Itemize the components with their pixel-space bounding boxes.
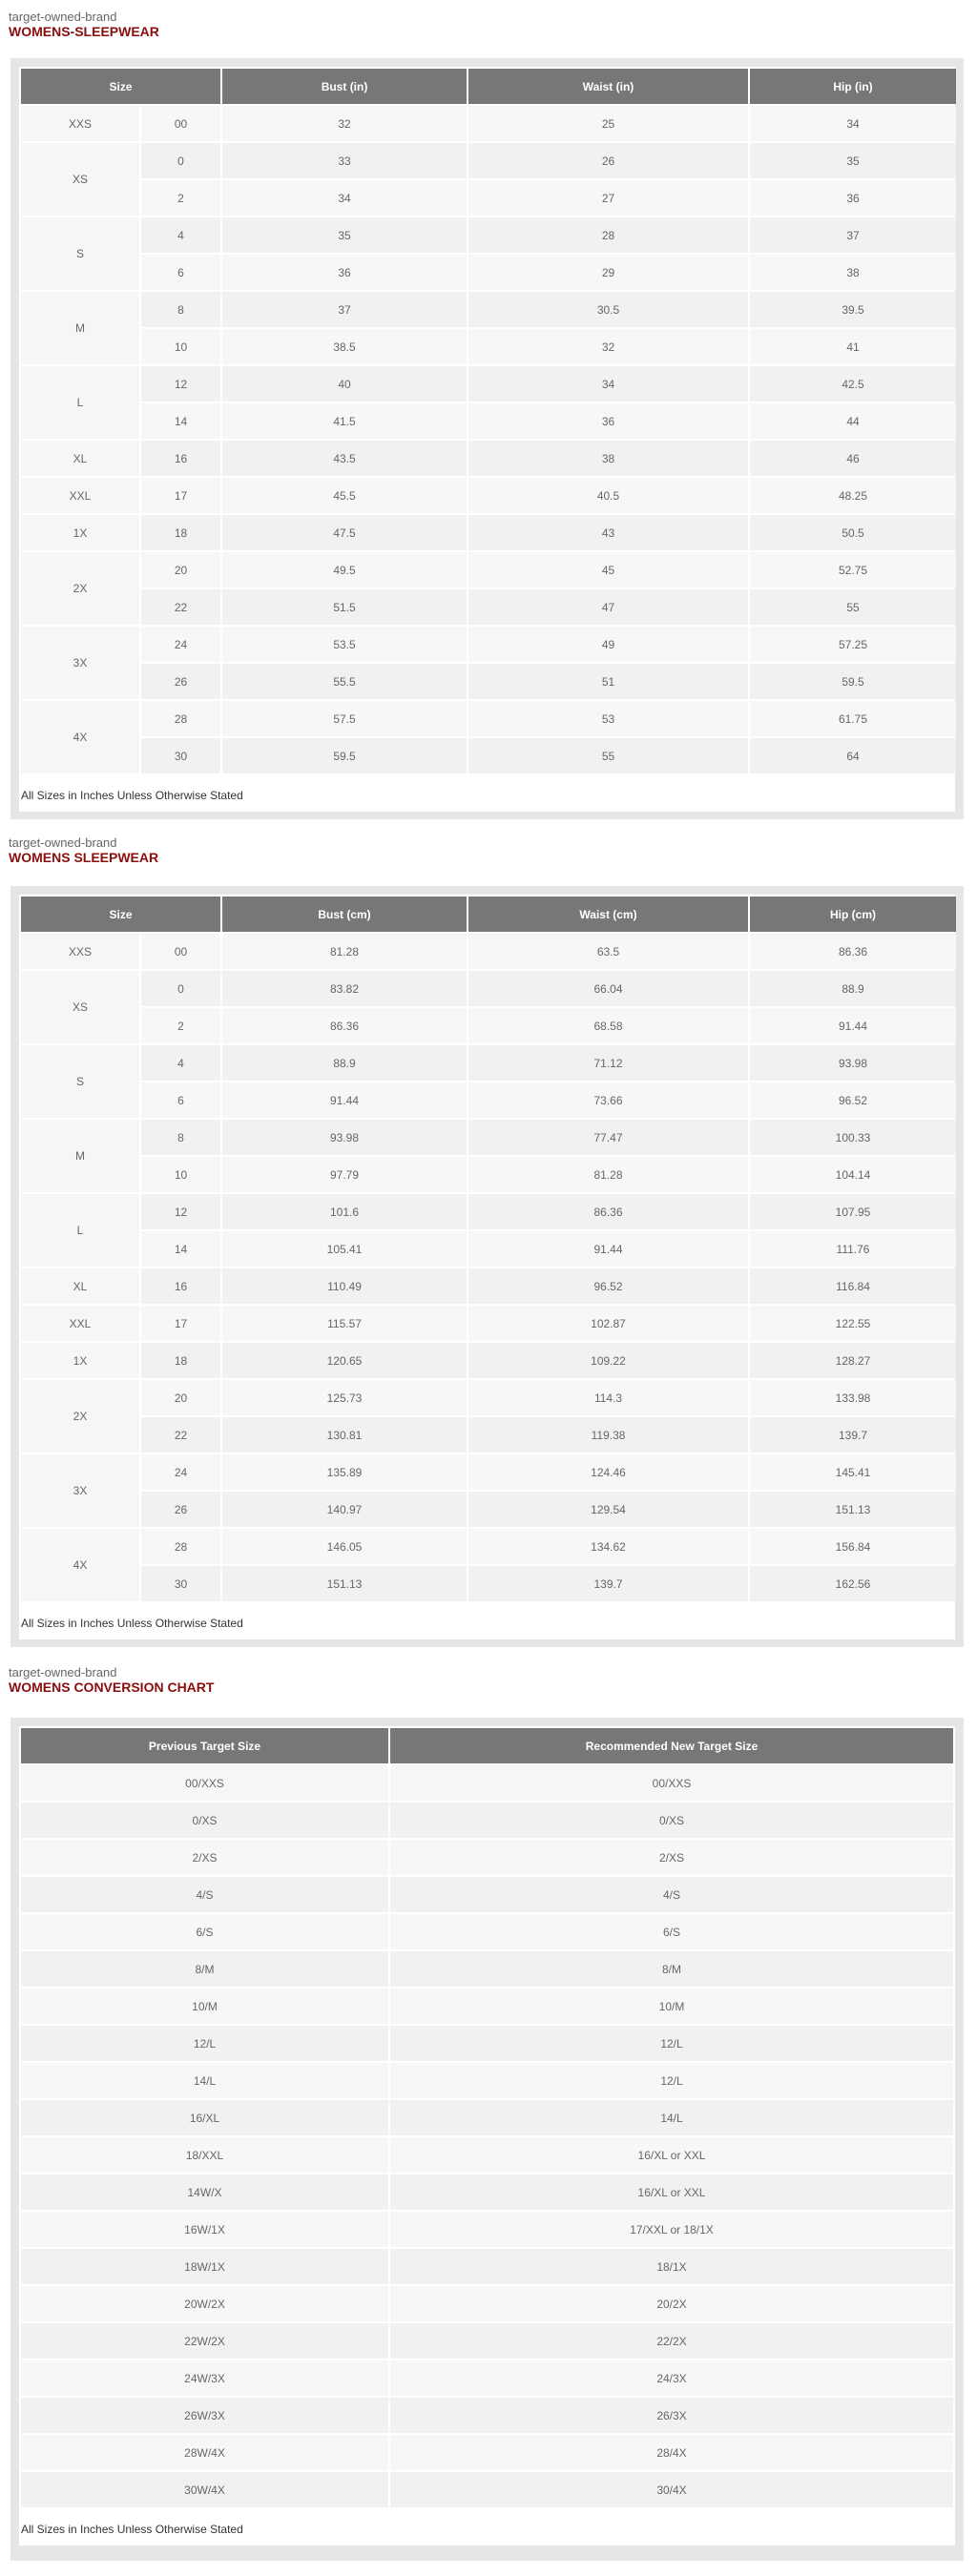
table-row	[21, 1765, 953, 1801]
waist-cell: 26	[468, 143, 748, 178]
hip-cell: 145.41	[750, 1454, 956, 1490]
numeric-size-cell: 30	[141, 738, 220, 773]
size-label-cell: M	[21, 1120, 139, 1192]
numeric-size-cell: 24	[141, 1454, 220, 1490]
bust-cell: 35	[222, 217, 467, 253]
bust-cell: 93.98	[222, 1120, 467, 1155]
waist-cell: 49	[468, 627, 748, 662]
numeric-size-cell: 16	[141, 441, 220, 476]
table-body	[21, 1765, 953, 2507]
size-table	[19, 67, 958, 775]
bust-cell: 40	[222, 366, 467, 402]
waist-cell: 63.5	[468, 934, 748, 969]
numeric-size-cell: 00	[141, 106, 220, 141]
bust-cell: 49.5	[222, 552, 467, 587]
table-row	[21, 1951, 953, 1987]
bust-cell: 38.5	[222, 329, 467, 364]
table-row	[21, 2398, 953, 2433]
hip-cell: 156.84	[750, 1529, 956, 1564]
table-row	[21, 627, 956, 662]
size-label-cell: M	[21, 292, 139, 364]
table-row	[21, 2174, 953, 2210]
previous-size-cell: 0/XS	[21, 1803, 388, 1838]
chart-title: WOMENS SLEEPWEAR	[9, 850, 159, 865]
bust-cell: 47.5	[222, 515, 467, 550]
size-label-cell: 4X	[21, 1529, 139, 1601]
table-row	[21, 1840, 953, 1875]
table-row	[21, 292, 956, 327]
numeric-size-cell: 18	[141, 515, 220, 550]
bust-cell: 83.82	[222, 971, 467, 1006]
hip-cell: 48.25	[750, 478, 956, 513]
table-row	[21, 1194, 956, 1229]
conversion-chart	[0, 1665, 977, 1696]
table-row	[21, 1914, 953, 1949]
table-row	[21, 1529, 956, 1564]
table-row	[21, 1157, 956, 1192]
size-label-cell: 2X	[21, 552, 139, 625]
hip-cell: 104.14	[750, 1157, 956, 1192]
previous-size-cell: 24W/3X	[21, 2360, 388, 2396]
header-size: Size	[21, 69, 220, 104]
hip-cell: 55	[750, 589, 956, 625]
previous-size-cell: 6/S	[21, 1914, 388, 1949]
table-row	[21, 1803, 953, 1838]
hip-cell: 111.76	[750, 1231, 956, 1267]
recommended-size-cell: 20/2X	[390, 2286, 953, 2321]
numeric-size-cell: 12	[141, 1194, 220, 1229]
hip-cell: 41	[750, 329, 956, 364]
numeric-size-cell: 20	[141, 1380, 220, 1415]
numeric-size-cell: 17	[141, 1306, 220, 1341]
previous-size-cell: 22W/2X	[21, 2323, 388, 2359]
bust-cell: 53.5	[222, 627, 467, 662]
table-row	[21, 441, 956, 476]
bust-cell: 135.89	[222, 1454, 467, 1490]
bust-cell: 115.57	[222, 1306, 467, 1341]
numeric-size-cell: 2	[141, 1008, 220, 1043]
size-label-cell: XL	[21, 1268, 139, 1304]
table-row	[21, 1380, 956, 1415]
hip-cell: 100.33	[750, 1120, 956, 1155]
table-row	[21, 2323, 953, 2359]
waist-cell: 45	[468, 552, 748, 587]
numeric-size-cell: 6	[141, 255, 220, 290]
hip-cell: 44	[750, 403, 956, 439]
header-recommended-size: Recommended New Target Size	[390, 1728, 953, 1763]
hip-cell: 91.44	[750, 1008, 956, 1043]
size-chart-cm-frame	[10, 886, 964, 1647]
conversion-table	[19, 1726, 955, 2509]
numeric-size-cell: 10	[141, 1157, 220, 1192]
recommended-size-cell: 8/M	[390, 1951, 953, 1987]
table-row	[21, 589, 956, 625]
table-row	[21, 2026, 953, 2061]
hip-cell: 86.36	[750, 934, 956, 969]
header-bust: Bust (cm)	[222, 896, 467, 932]
hip-cell: 57.25	[750, 627, 956, 662]
bust-cell: 151.13	[222, 1566, 467, 1601]
bust-cell: 101.6	[222, 1194, 467, 1229]
table-row	[21, 1343, 956, 1378]
numeric-size-cell: 28	[141, 701, 220, 736]
hip-cell: 139.7	[750, 1417, 956, 1453]
table-row	[21, 1454, 956, 1490]
hip-cell: 46	[750, 441, 956, 476]
hip-cell: 122.55	[750, 1306, 956, 1341]
numeric-size-cell: 14	[141, 1231, 220, 1267]
size-label-cell: 3X	[21, 627, 139, 699]
hip-cell: 96.52	[750, 1082, 956, 1118]
table-row	[21, 1045, 956, 1081]
hip-cell: 88.9	[750, 971, 956, 1006]
waist-cell: 36	[468, 403, 748, 439]
table-row	[21, 1082, 956, 1118]
previous-size-cell: 10/M	[21, 1989, 388, 2024]
size-chart-cm	[0, 835, 977, 866]
size-label-cell: XXL	[21, 478, 139, 513]
waist-cell: 109.22	[468, 1343, 748, 1378]
size-label-cell: 2X	[21, 1380, 139, 1453]
table-row	[21, 1306, 956, 1341]
waist-cell: 86.36	[468, 1194, 748, 1229]
table-row	[21, 106, 956, 141]
recommended-size-cell: 28/4X	[390, 2435, 953, 2470]
recommended-size-cell: 18/1X	[390, 2249, 953, 2284]
recommended-size-cell: 0/XS	[390, 1803, 953, 1838]
size-label-cell: XXS	[21, 934, 139, 969]
footnote: All Sizes in Inches Unless Otherwise Stated	[19, 775, 955, 812]
waist-cell: 66.04	[468, 971, 748, 1006]
size-label-cell: 1X	[21, 1343, 139, 1378]
numeric-size-cell: 28	[141, 1529, 220, 1564]
waist-cell: 77.47	[468, 1120, 748, 1155]
table-row	[21, 143, 956, 178]
table-row	[21, 2435, 953, 2470]
numeric-size-cell: 14	[141, 403, 220, 439]
numeric-size-cell: 4	[141, 217, 220, 253]
hip-cell: 39.5	[750, 292, 956, 327]
size-label-cell: 4X	[21, 701, 139, 773]
numeric-size-cell: 16	[141, 1268, 220, 1304]
previous-size-cell: 18W/1X	[21, 2249, 388, 2284]
recommended-size-cell: 2/XS	[390, 1840, 953, 1875]
size-label-cell: S	[21, 1045, 139, 1118]
size-label-cell: XXL	[21, 1306, 139, 1341]
table-row	[21, 934, 956, 969]
header-bust: Bust (in)	[222, 69, 467, 104]
table-row	[21, 1417, 956, 1453]
table-body	[21, 106, 956, 773]
size-label-cell: S	[21, 217, 139, 290]
table-row	[21, 403, 956, 439]
table-row	[21, 2137, 953, 2173]
recommended-size-cell: 26/3X	[390, 2398, 953, 2433]
waist-cell: 51	[468, 664, 748, 699]
chart-title: WOMENS-SLEEPWEAR	[9, 24, 159, 39]
bust-cell: 57.5	[222, 701, 467, 736]
waist-cell: 29	[468, 255, 748, 290]
size-table	[19, 895, 958, 1603]
bust-cell: 33	[222, 143, 467, 178]
numeric-size-cell: 26	[141, 664, 220, 699]
table-row	[21, 255, 956, 290]
footnote: All Sizes in Inches Unless Otherwise Stated	[19, 2509, 955, 2545]
size-label-cell: XS	[21, 143, 139, 216]
previous-size-cell: 8/M	[21, 1951, 388, 1987]
bust-cell: 45.5	[222, 478, 467, 513]
conversion-table-container	[19, 1726, 955, 2545]
bust-cell: 59.5	[222, 738, 467, 773]
header-hip: Hip (in)	[750, 69, 956, 104]
numeric-size-cell: 18	[141, 1343, 220, 1378]
bust-cell: 110.49	[222, 1268, 467, 1304]
numeric-size-cell: 22	[141, 1417, 220, 1453]
hip-cell: 61.75	[750, 701, 956, 736]
brand-label: target-owned-brand	[9, 10, 117, 24]
previous-size-cell: 28W/4X	[21, 2435, 388, 2470]
header-hip: Hip (cm)	[750, 896, 956, 932]
table-row	[21, 2360, 953, 2396]
bust-cell: 43.5	[222, 441, 467, 476]
recommended-size-cell: 10/M	[390, 1989, 953, 2024]
previous-size-cell: 4/S	[21, 1877, 388, 1912]
table-row	[21, 366, 956, 402]
waist-cell: 32	[468, 329, 748, 364]
header-waist: Waist (cm)	[468, 896, 748, 932]
numeric-size-cell: 4	[141, 1045, 220, 1081]
brand-label: target-owned-brand	[9, 835, 117, 850]
hip-cell: 35	[750, 143, 956, 178]
bust-cell: 120.65	[222, 1343, 467, 1378]
table-row	[21, 2249, 953, 2284]
waist-cell: 34	[468, 366, 748, 402]
waist-cell: 28	[468, 217, 748, 253]
waist-cell: 81.28	[468, 1157, 748, 1192]
numeric-size-cell: 2	[141, 180, 220, 216]
bust-cell: 41.5	[222, 403, 467, 439]
hip-cell: 38	[750, 255, 956, 290]
waist-cell: 134.62	[468, 1529, 748, 1564]
table-row	[21, 2063, 953, 2098]
size-label-cell: 3X	[21, 1454, 139, 1527]
numeric-size-cell: 22	[141, 589, 220, 625]
numeric-size-cell: 30	[141, 1566, 220, 1601]
waist-cell: 139.7	[468, 1566, 748, 1601]
hip-cell: 50.5	[750, 515, 956, 550]
previous-size-cell: 00/XXS	[21, 1765, 388, 1801]
recommended-size-cell: 12/L	[390, 2063, 953, 2098]
header-previous-size: Previous Target Size	[21, 1728, 388, 1763]
waist-cell: 53	[468, 701, 748, 736]
numeric-size-cell: 17	[141, 478, 220, 513]
waist-cell: 96.52	[468, 1268, 748, 1304]
table-row	[21, 1566, 956, 1601]
numeric-size-cell: 8	[141, 292, 220, 327]
table-row	[21, 2472, 953, 2507]
previous-size-cell: 30W/4X	[21, 2472, 388, 2507]
waist-cell: 47	[468, 589, 748, 625]
recommended-size-cell: 24/3X	[390, 2360, 953, 2396]
numeric-size-cell: 24	[141, 627, 220, 662]
recommended-size-cell: 12/L	[390, 2026, 953, 2061]
hip-cell: 162.56	[750, 1566, 956, 1601]
bust-cell: 36	[222, 255, 467, 290]
table-row	[21, 1008, 956, 1043]
numeric-size-cell: 20	[141, 552, 220, 587]
previous-size-cell: 14/L	[21, 2063, 388, 2098]
recommended-size-cell: 16/XL or XXL	[390, 2137, 953, 2173]
hip-cell: 116.84	[750, 1268, 956, 1304]
table-row	[21, 738, 956, 773]
conversion-chart-frame	[10, 1718, 964, 2561]
size-label-cell: L	[21, 1194, 139, 1267]
bust-cell: 81.28	[222, 934, 467, 969]
table-row	[21, 971, 956, 1006]
hip-cell: 42.5	[750, 366, 956, 402]
hip-cell: 59.5	[750, 664, 956, 699]
waist-cell: 25	[468, 106, 748, 141]
table-row	[21, 664, 956, 699]
recommended-size-cell: 14/L	[390, 2100, 953, 2135]
header-size: Size	[21, 896, 220, 932]
size-table-container	[19, 67, 955, 812]
table-row	[21, 1877, 953, 1912]
previous-size-cell: 12/L	[21, 2026, 388, 2061]
numeric-size-cell: 10	[141, 329, 220, 364]
table-row	[21, 180, 956, 216]
bust-cell: 91.44	[222, 1082, 467, 1118]
chart-title: WOMENS CONVERSION CHART	[9, 1680, 215, 1695]
bust-cell: 55.5	[222, 664, 467, 699]
previous-size-cell: 16W/1X	[21, 2212, 388, 2247]
table-row	[21, 1492, 956, 1527]
table-row	[21, 701, 956, 736]
numeric-size-cell: 26	[141, 1492, 220, 1527]
numeric-size-cell: 0	[141, 143, 220, 178]
footnote: All Sizes in Inches Unless Otherwise Stated	[19, 1603, 955, 1639]
waist-cell: 38	[468, 441, 748, 476]
numeric-size-cell: 00	[141, 934, 220, 969]
previous-size-cell: 16/XL	[21, 2100, 388, 2135]
bust-cell: 130.81	[222, 1417, 467, 1453]
hip-cell: 107.95	[750, 1194, 956, 1229]
bust-cell: 51.5	[222, 589, 467, 625]
table-row	[21, 217, 956, 253]
previous-size-cell: 2/XS	[21, 1840, 388, 1875]
hip-cell: 36	[750, 180, 956, 216]
numeric-size-cell: 0	[141, 971, 220, 1006]
header-waist: Waist (in)	[468, 69, 748, 104]
recommended-size-cell: 00/XXS	[390, 1765, 953, 1801]
size-label-cell: XS	[21, 971, 139, 1043]
size-label-cell: 1X	[21, 515, 139, 550]
brand-label: target-owned-brand	[9, 1665, 117, 1680]
bust-cell: 140.97	[222, 1492, 467, 1527]
numeric-size-cell: 6	[141, 1082, 220, 1118]
hip-cell: 93.98	[750, 1045, 956, 1081]
bust-cell: 37	[222, 292, 467, 327]
size-table-container	[19, 895, 955, 1639]
waist-cell: 91.44	[468, 1231, 748, 1267]
waist-cell: 102.87	[468, 1306, 748, 1341]
waist-cell: 55	[468, 738, 748, 773]
recommended-size-cell: 16/XL or XXL	[390, 2174, 953, 2210]
hip-cell: 34	[750, 106, 956, 141]
table-row	[21, 2212, 953, 2247]
bust-cell: 125.73	[222, 1380, 467, 1415]
previous-size-cell: 26W/3X	[21, 2398, 388, 2433]
table-row	[21, 552, 956, 587]
recommended-size-cell: 30/4X	[390, 2472, 953, 2507]
size-chart-inches-frame	[10, 58, 964, 819]
waist-cell: 73.66	[468, 1082, 748, 1118]
waist-cell: 68.58	[468, 1008, 748, 1043]
hip-cell: 128.27	[750, 1343, 956, 1378]
table-row	[21, 515, 956, 550]
table-row	[21, 1231, 956, 1267]
bust-cell: 34	[222, 180, 467, 216]
table-row	[21, 1120, 956, 1155]
previous-size-cell: 14W/X	[21, 2174, 388, 2210]
table-header-row	[21, 1728, 953, 1763]
table-row	[21, 478, 956, 513]
bust-cell: 105.41	[222, 1231, 467, 1267]
bust-cell: 88.9	[222, 1045, 467, 1081]
bust-cell: 32	[222, 106, 467, 141]
table-row	[21, 2286, 953, 2321]
hip-cell: 133.98	[750, 1380, 956, 1415]
recommended-size-cell: 17/XXL or 18/1X	[390, 2212, 953, 2247]
table-row	[21, 2100, 953, 2135]
recommended-size-cell: 4/S	[390, 1877, 953, 1912]
waist-cell: 114.3	[468, 1380, 748, 1415]
numeric-size-cell: 8	[141, 1120, 220, 1155]
table-header-row	[21, 69, 956, 104]
recommended-size-cell: 6/S	[390, 1914, 953, 1949]
waist-cell: 119.38	[468, 1417, 748, 1453]
previous-size-cell: 18/XXL	[21, 2137, 388, 2173]
numeric-size-cell: 12	[141, 366, 220, 402]
waist-cell: 27	[468, 180, 748, 216]
table-header-row	[21, 896, 956, 932]
table-body	[21, 934, 956, 1601]
table-row	[21, 329, 956, 364]
bust-cell: 146.05	[222, 1529, 467, 1564]
size-chart-inches	[0, 10, 977, 40]
hip-cell: 151.13	[750, 1492, 956, 1527]
hip-cell: 52.75	[750, 552, 956, 587]
bust-cell: 97.79	[222, 1157, 467, 1192]
size-label-cell: XL	[21, 441, 139, 476]
waist-cell: 40.5	[468, 478, 748, 513]
waist-cell: 30.5	[468, 292, 748, 327]
recommended-size-cell: 22/2X	[390, 2323, 953, 2359]
table-row	[21, 1268, 956, 1304]
waist-cell: 43	[468, 515, 748, 550]
waist-cell: 71.12	[468, 1045, 748, 1081]
waist-cell: 124.46	[468, 1454, 748, 1490]
previous-size-cell: 20W/2X	[21, 2286, 388, 2321]
table-row	[21, 1989, 953, 2024]
size-label-cell: L	[21, 366, 139, 439]
waist-cell: 129.54	[468, 1492, 748, 1527]
bust-cell: 86.36	[222, 1008, 467, 1043]
size-label-cell: XXS	[21, 106, 139, 141]
hip-cell: 37	[750, 217, 956, 253]
hip-cell: 64	[750, 738, 956, 773]
